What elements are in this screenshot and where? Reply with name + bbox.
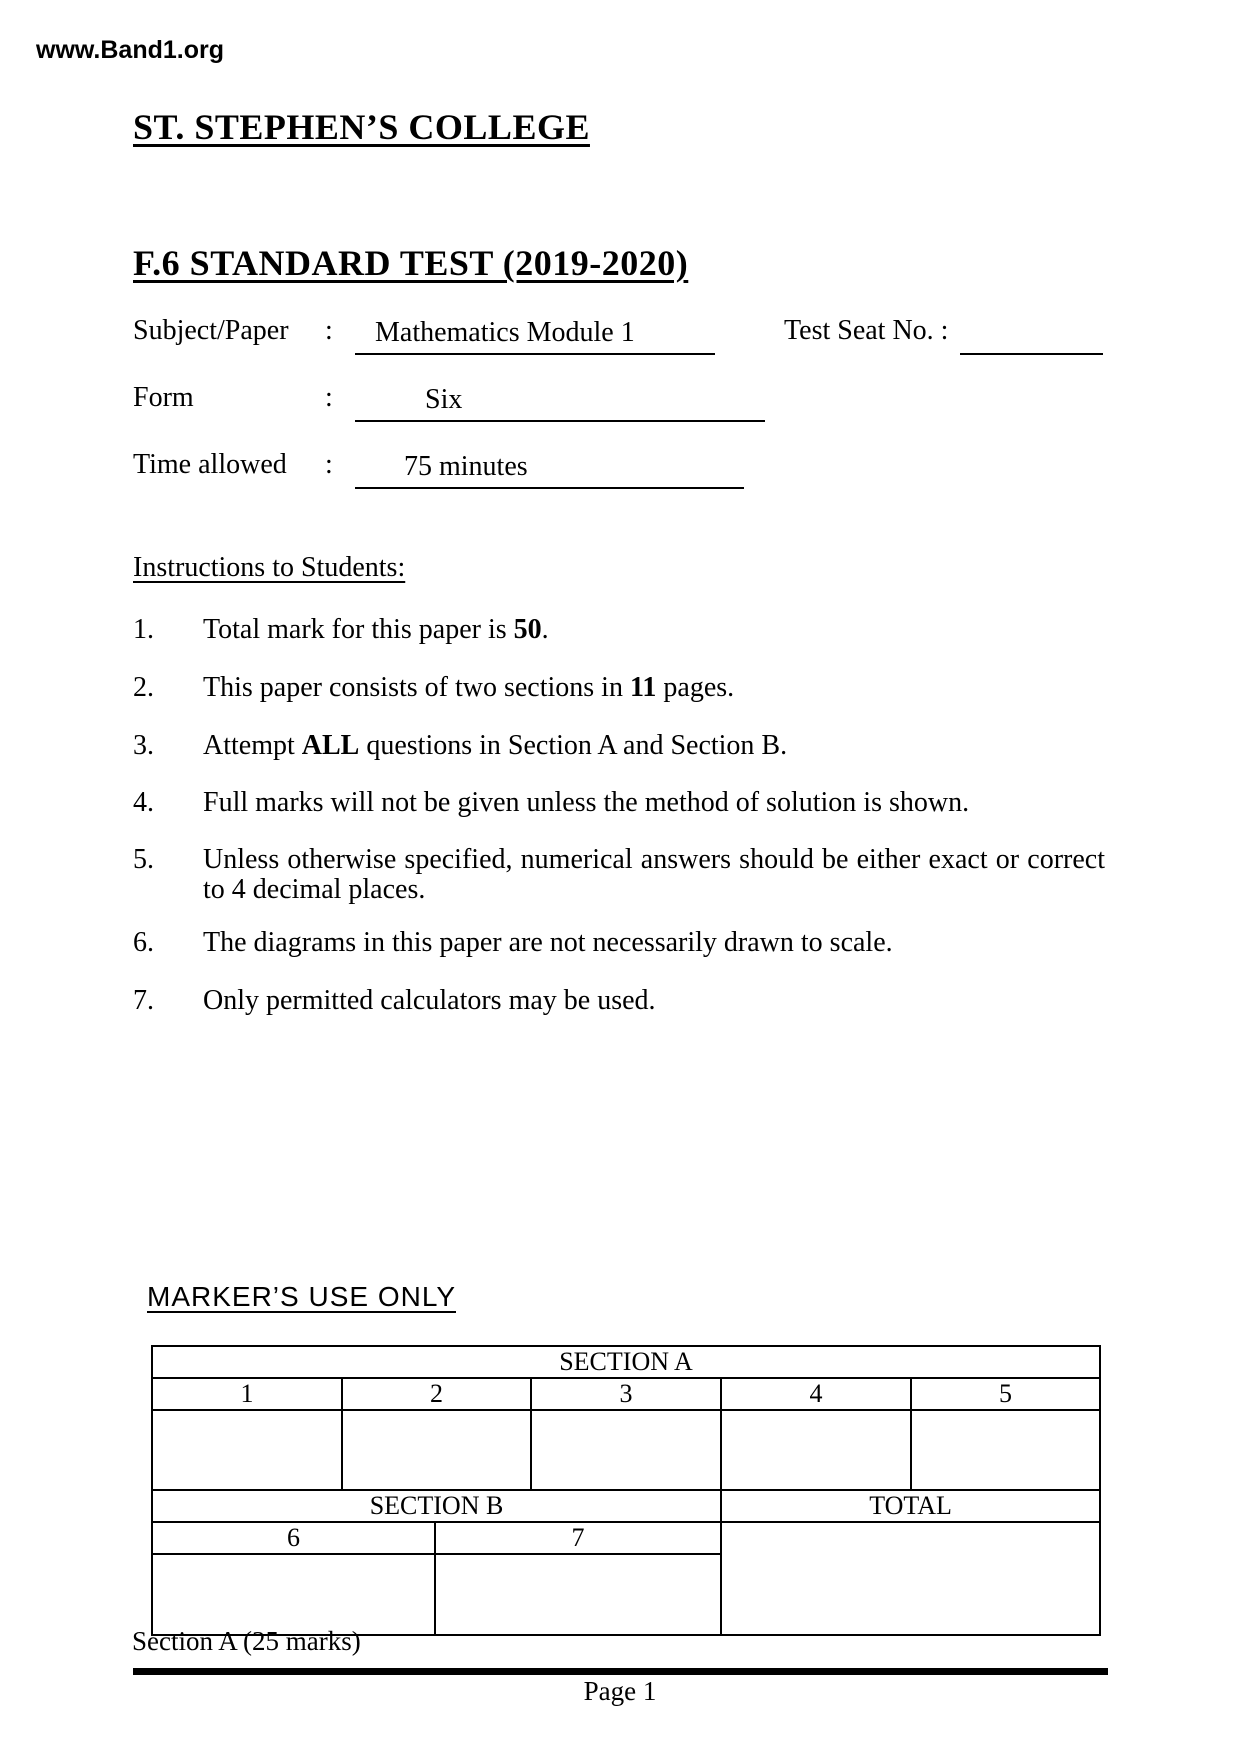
q7-header-cell: 7 <box>435 1522 721 1554</box>
instruction-item-1 <box>133 615 1105 645</box>
form-colon: : <box>325 382 333 413</box>
item-text: This paper consists of two sections in 11 pages. <box>203 672 735 703</box>
instruction-item-2 <box>133 673 1105 703</box>
instructions-heading: Instructions to Students: <box>133 552 406 583</box>
subject-label: Subject/Paper <box>133 315 289 346</box>
form-row <box>133 382 1123 422</box>
item-number: 1. <box>133 614 154 645</box>
q7-marks-cell <box>435 1554 721 1635</box>
seat-blank-line <box>960 315 1103 355</box>
item-number: 6. <box>133 927 154 958</box>
markers-use-only-heading: MARKER’S USE ONLY <box>147 1281 456 1312</box>
test-title: F.6 STANDARD TEST (2019-2020) <box>133 243 689 283</box>
time-colon: : <box>325 449 333 480</box>
item-number: 3. <box>133 730 154 761</box>
item-number: 4. <box>133 787 154 818</box>
instruction-item-5 <box>133 845 1105 905</box>
item-text: Attempt ALL questions in Section A and Section B. <box>203 730 788 761</box>
seat-label: Test Seat No. : <box>784 315 949 346</box>
section-a-question-numbers <box>152 1378 1100 1410</box>
form-value-line: Six <box>355 382 765 422</box>
q1-marks-cell <box>152 1410 342 1490</box>
instruction-item-3 <box>133 731 1105 761</box>
item-text: Full marks will not be given unless the method of solution is shown. <box>203 787 970 818</box>
item-number: 2. <box>133 672 154 703</box>
q2-header-cell: 2 <box>342 1378 531 1410</box>
marker-table <box>151 1345 1101 1636</box>
time-value-line: 75 minutes <box>355 449 744 489</box>
section-b-question-numbers <box>152 1522 1100 1554</box>
total-marks-cell <box>721 1522 1100 1635</box>
q6-header-cell: 6 <box>152 1522 435 1554</box>
section-a-header-cell: SECTION A <box>152 1346 1100 1378</box>
instruction-item-4 <box>133 788 1105 818</box>
q4-marks-cell <box>721 1410 911 1490</box>
q1-header-cell: 1 <box>152 1378 342 1410</box>
time-label: Time allowed <box>133 449 287 480</box>
section-a-marks-note: Section A (25 marks) <box>132 1626 361 1656</box>
item-number: 7. <box>133 985 154 1016</box>
item-text: Only permitted calculators may be used. <box>203 985 656 1016</box>
instruction-item-7 <box>133 986 1105 1016</box>
school-title: ST. STEPHEN’S COLLEGE <box>133 107 590 147</box>
subject-row <box>133 315 1123 355</box>
q5-header-cell: 5 <box>911 1378 1100 1410</box>
time-row <box>133 449 1123 489</box>
q3-marks-cell <box>531 1410 721 1490</box>
total-header-cell: TOTAL <box>721 1490 1100 1522</box>
q3-header-cell: 3 <box>531 1378 721 1410</box>
section-b-header-cell: SECTION B <box>152 1490 721 1522</box>
subject-value-line: Mathematics Module 1 <box>355 315 715 355</box>
item-text: Unless otherwise specified, numerical answers should be either exact or correct to 4 decimal places. <box>203 844 1105 905</box>
watermark-link: www.Band1.org <box>36 36 224 64</box>
q4-header-cell: 4 <box>721 1378 911 1410</box>
instruction-item-6 <box>133 928 1105 958</box>
q6-marks-cell <box>152 1554 435 1635</box>
item-number: 5. <box>133 844 154 875</box>
item-text: Total mark for this paper is 50. <box>203 614 549 645</box>
subject-colon: : <box>325 315 333 346</box>
q5-marks-cell <box>911 1410 1100 1490</box>
q2-marks-cell <box>342 1410 531 1490</box>
form-label: Form <box>133 382 194 413</box>
footer-divider-line <box>133 1668 1108 1675</box>
section-a-marks-row <box>152 1410 1100 1490</box>
page-number: Page 1 <box>583 1676 657 1706</box>
item-text: The diagrams in this paper are not necessarily drawn to scale. <box>203 927 893 958</box>
